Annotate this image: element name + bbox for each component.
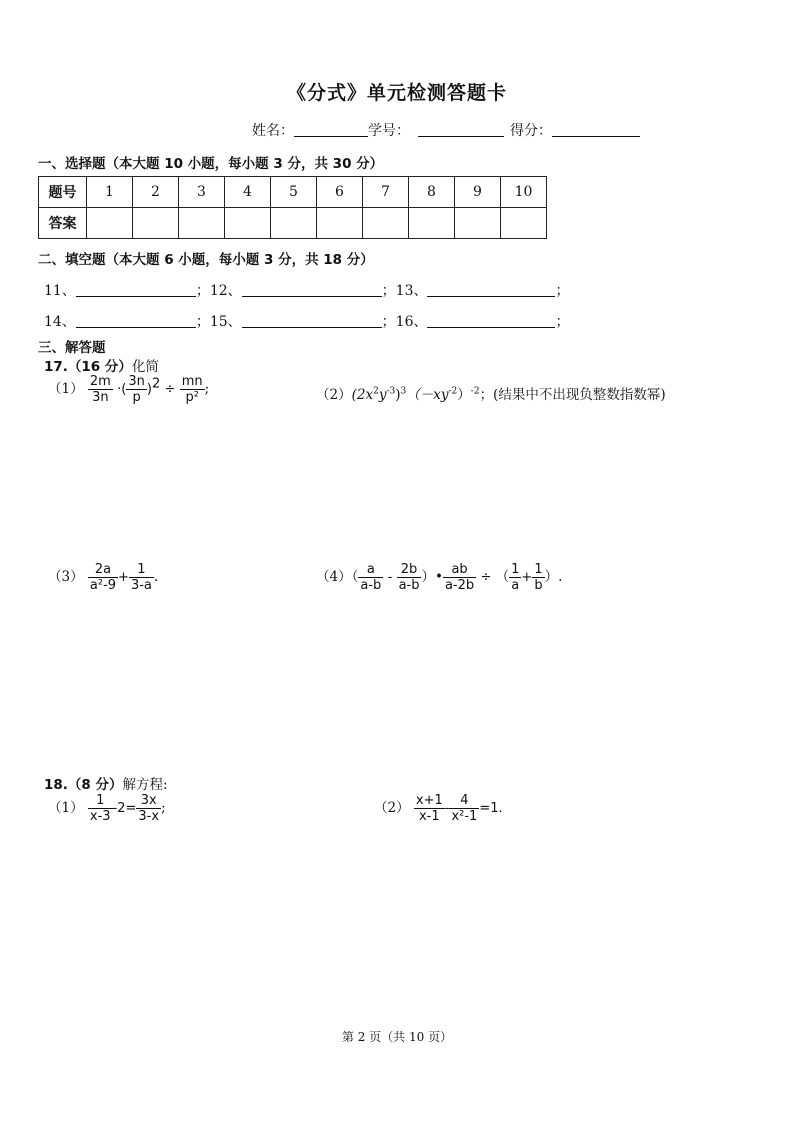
part-label: （4） bbox=[316, 569, 352, 585]
q17-part1: （1） $\frac{2m}{3n}$ ·( $\frac{3n}{p}$ )$^2$ ÷ $\frac{mn}{\text{p²}}$ ; bbox=[48, 374, 210, 405]
row-label: 答案 bbox=[39, 208, 87, 239]
answer-cell[interactable] bbox=[271, 208, 317, 239]
fraction: $\frac{ab}{a-2b}$ bbox=[444, 562, 475, 593]
blank-14[interactable] bbox=[76, 313, 196, 328]
answer-cell[interactable] bbox=[317, 208, 363, 239]
number-cell: 9 bbox=[455, 177, 501, 208]
q18-task: 解方程: bbox=[122, 777, 168, 793]
fraction: $\frac{2m}{3n}$ bbox=[89, 374, 111, 405]
q18-part2: （2） $\frac{x+1}{x-1}$ - $\frac{4}{\text{x²-1}}$ =1. bbox=[374, 793, 503, 824]
fraction: $\frac{x+1}{x-1}$ bbox=[415, 793, 443, 824]
answer-cell[interactable] bbox=[87, 208, 133, 239]
number-cell: 2 bbox=[133, 177, 179, 208]
student-info bbox=[252, 120, 640, 140]
separator: ； bbox=[555, 283, 570, 299]
answer-cell[interactable] bbox=[363, 208, 409, 239]
fraction: $\frac{2b}{a-b}$ bbox=[398, 562, 420, 593]
blank-label: 15、 bbox=[209, 314, 242, 330]
score-blank[interactable] bbox=[552, 122, 640, 137]
fill-blank-row-1 bbox=[44, 280, 569, 300]
q17-part2: $(2)(2x^2y^{-3})^3(-xy^{-2})^{-2}$；(结果中不出现负整数指数幂) bbox=[316, 386, 666, 403]
score-label: 得分： bbox=[510, 123, 552, 139]
separator: ； bbox=[381, 314, 396, 330]
answer-cell[interactable] bbox=[133, 208, 179, 239]
number-cell: 8 bbox=[409, 177, 455, 208]
page-footer: 第 2 页（共 10 页） bbox=[341, 1030, 453, 1044]
blank-label: 14、 bbox=[44, 314, 76, 330]
blank-13[interactable] bbox=[427, 282, 555, 297]
answer-cell[interactable] bbox=[455, 208, 501, 239]
q18-number: 18.（8 分） bbox=[44, 777, 123, 793]
id-label: 学号： bbox=[368, 123, 410, 139]
separator: ； bbox=[195, 314, 210, 330]
fraction: $\frac{a}{a-b}$ bbox=[360, 562, 382, 593]
number-cell: 3 bbox=[179, 177, 225, 208]
fraction: $\frac{mn}{\text{p²}}$ bbox=[181, 374, 203, 405]
number-cell: 10 bbox=[501, 177, 547, 208]
blank-12[interactable] bbox=[242, 282, 382, 297]
fraction: $\frac{1}{b}$ bbox=[534, 562, 543, 593]
question-number-row bbox=[39, 177, 547, 208]
blank-label: 12、 bbox=[209, 283, 242, 299]
q17-part3: （3） $\frac{2a}{\text{a²-9}}$ + $\frac{1}{3-a}$ . bbox=[48, 562, 159, 593]
fill-blank-row-2 bbox=[44, 311, 569, 331]
q17-header bbox=[44, 355, 159, 375]
part-label: （2） bbox=[316, 387, 352, 403]
row-label: 题号 bbox=[39, 177, 87, 208]
section1-heading: 一、选择题（本大题 10 小题，每小题 3 分，共 30 分） bbox=[38, 156, 384, 172]
page-title: 《分式》单元检测答题卡 bbox=[286, 82, 507, 104]
fraction: $\frac{3x}{3-x}$ bbox=[138, 793, 160, 824]
name-blank[interactable] bbox=[294, 122, 368, 137]
fraction: $\frac{1}{x-3}$ bbox=[89, 793, 111, 824]
section3-heading: 三、解答题 bbox=[38, 340, 106, 356]
part-label: （3） bbox=[48, 569, 84, 585]
fraction: $\frac{2a}{\text{a²-9}}$ bbox=[89, 562, 117, 593]
blank-16[interactable] bbox=[427, 313, 555, 328]
part-label: （1） bbox=[48, 800, 84, 816]
section2-heading: 二、填空题（本大题 6 小题，每小题 3 分，共 18 分） bbox=[38, 252, 374, 268]
choice-answer-table bbox=[38, 176, 547, 239]
number-cell: 1 bbox=[87, 177, 133, 208]
q18-header bbox=[44, 773, 168, 793]
name-label: 姓名： bbox=[252, 123, 294, 139]
part-label: （1） bbox=[48, 381, 84, 397]
number-cell: 4 bbox=[225, 177, 271, 208]
q17-task: 化简 bbox=[131, 359, 159, 375]
blank-15[interactable] bbox=[242, 313, 382, 328]
fraction: $\frac{4}{\text{x²-1}}$ bbox=[451, 793, 478, 824]
answer-cell[interactable] bbox=[225, 208, 271, 239]
blank-11[interactable] bbox=[76, 282, 196, 297]
number-cell: 6 bbox=[317, 177, 363, 208]
number-cell: 5 bbox=[271, 177, 317, 208]
fraction: $\frac{3n}{p}$ bbox=[128, 374, 145, 405]
q17-part4: （4）（ $\frac{a}{a-b}$ - $\frac{2b}{a-b}$ ）• $\frac{ab}{a-2b}$ ÷ （ $\frac{1}{a}$ + $\frac{1}{b}$ ）. bbox=[316, 562, 563, 593]
answer-cell[interactable] bbox=[179, 208, 225, 239]
answer-cell[interactable] bbox=[501, 208, 547, 239]
part-label: （2） bbox=[374, 800, 410, 816]
blank-label: 13、 bbox=[395, 283, 428, 299]
separator: ； bbox=[195, 283, 210, 299]
separator: ； bbox=[555, 314, 570, 330]
blank-label: 16、 bbox=[395, 314, 428, 330]
number-cell: 7 bbox=[363, 177, 409, 208]
fraction: $\frac{1}{a}$ bbox=[511, 562, 520, 593]
fraction: $\frac{1}{3-a}$ bbox=[130, 562, 152, 593]
blank-label: 11、 bbox=[44, 283, 76, 299]
separator: ； bbox=[381, 283, 396, 299]
answer-cell[interactable] bbox=[409, 208, 455, 239]
q17-number: 17.（16 分） bbox=[44, 359, 132, 375]
q18-part1: （1） $\frac{1}{x-3}$ -2= $\frac{3x}{3-x}$ ; bbox=[48, 793, 166, 824]
answer-row bbox=[39, 208, 547, 239]
id-blank[interactable] bbox=[418, 122, 504, 137]
